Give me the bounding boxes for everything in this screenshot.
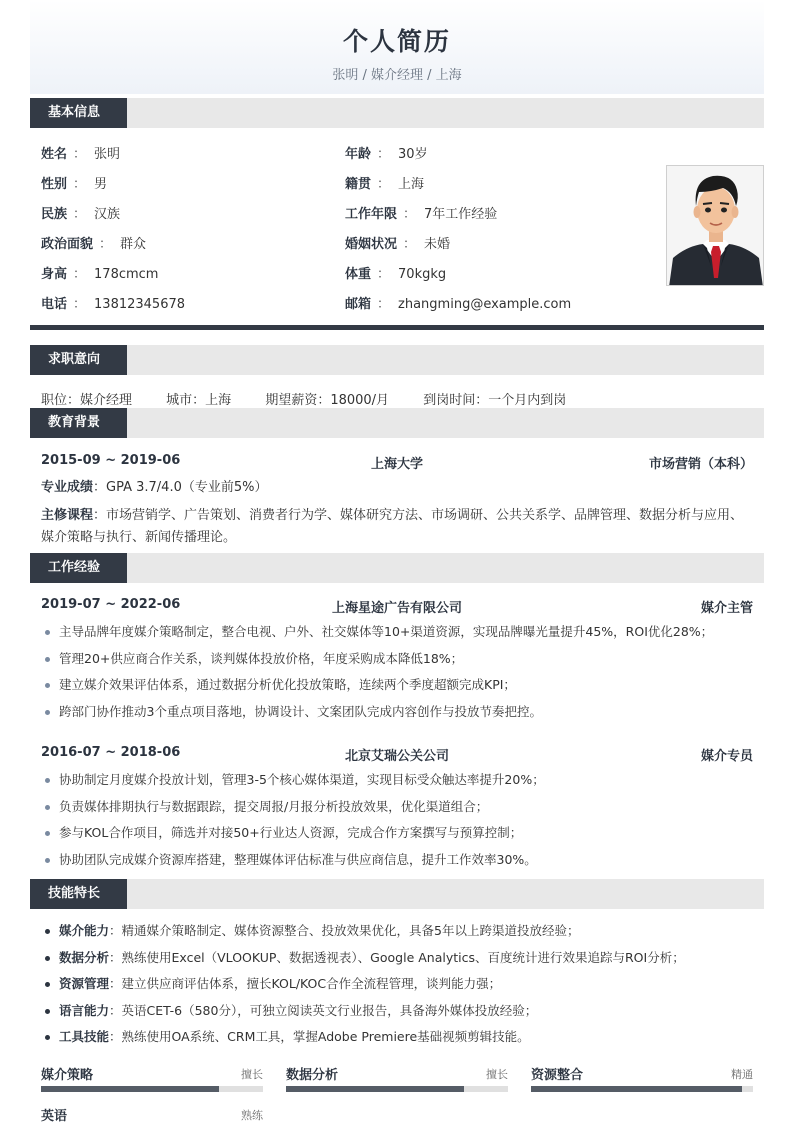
skill-text: ：英语CET-6（580分），可独立阅读英文行业报告，具备海外媒体投放经验；	[109, 1002, 538, 1018]
info-label: 政治面貌	[41, 237, 94, 252]
info-value: 未婚	[424, 237, 451, 252]
info-years: 工作年限 ： 7年工作经验	[345, 203, 497, 222]
resume-header	[30, 0, 764, 94]
skill-label: 工具技能	[59, 1029, 110, 1044]
skill-bar-level: 擅长	[486, 1068, 508, 1081]
info-value: 群众	[120, 237, 147, 252]
intent-row	[41, 389, 596, 408]
skill-bar-name: 资源整合	[531, 1068, 584, 1083]
info-name: 姓名 ： 张明	[41, 143, 120, 162]
job-role: 媒介专员	[700, 749, 753, 764]
skill-bar-level: 擅长	[241, 1068, 263, 1081]
info-height: 身高 ： 178cmcm	[41, 263, 158, 282]
skill-bar-track	[531, 1086, 753, 1092]
section-title: 教育背景	[30, 408, 127, 438]
info-label: 民族	[41, 207, 68, 222]
info-weight: 体重 ： 70kgkg	[345, 263, 446, 282]
info-marital: 婚姻状况 ： 未婚	[345, 233, 450, 252]
skill-item	[41, 921, 753, 948]
skill-bar-fill	[286, 1086, 464, 1092]
education-school: 上海大学	[370, 457, 423, 472]
info-label: 婚姻状况	[345, 237, 398, 252]
info-value: 上海	[398, 177, 425, 192]
list-item: 协助制定月度媒介投放计划，管理3-5个核心媒体渠道，实现目标受众触达率提升20%；	[41, 770, 753, 797]
skill-bar-track	[41, 1086, 263, 1092]
skill-label: 媒介能力	[59, 923, 110, 938]
skill-item	[41, 1027, 753, 1054]
list-item: 跨部门协作推动3个重点项目落地，协调设计、文案团队完成内容创作与投放节奏把控。	[41, 702, 753, 729]
info-political: 政治面貌 ： 群众	[41, 233, 146, 252]
section-title: 技能特长	[30, 879, 127, 909]
info-value: 178cmcm	[94, 267, 159, 282]
courses-label: 主修课程	[41, 508, 94, 523]
info-value: zhangming@example.com	[398, 297, 572, 312]
gpa-value: ：GPA 3.7/4.0（专业前5%）	[93, 480, 268, 495]
info-label: 身高	[41, 267, 68, 282]
info-label: 体重	[345, 267, 372, 282]
info-hometown: 籍贯 ： 上海	[345, 173, 424, 192]
skill-label: 资源管理	[59, 976, 110, 991]
job-company: 上海星途广告有限公司	[331, 601, 462, 616]
info-email: 邮箱 ： zhangming@example.com	[345, 293, 571, 312]
job-period: 2016-07 ~ 2018-06	[41, 745, 181, 760]
skill-text: ：熟练使用Excel（VLOOKUP、数据透视表）、Google Analytics、百度统计进行效果追踪与ROI分析；	[109, 949, 685, 965]
skill-bar-level: 精通	[731, 1068, 753, 1081]
list-item: 建立媒介效果评估体系，通过数据分析优化投放策略，连续两个季度超额完成KPI；	[41, 675, 753, 702]
info-value: 7年工作经验	[424, 207, 498, 222]
skill-item	[41, 974, 753, 1001]
education-major: 市场营销（本科）	[648, 457, 753, 472]
section-work-experience	[30, 553, 764, 583]
section-title: 工作经验	[30, 553, 127, 583]
divider-line	[30, 325, 764, 330]
info-age: 年龄 ： 30岁	[345, 143, 428, 162]
info-gender: 性别 ： 男	[41, 173, 107, 192]
skill-bar-name: 数据分析	[286, 1068, 339, 1083]
skills-list	[41, 921, 753, 1054]
avatar-illustration	[667, 166, 764, 286]
intent-city: 城市：上海	[166, 393, 232, 408]
info-value: 13812345678	[94, 297, 186, 312]
skill-bar-fill	[531, 1086, 742, 1092]
avatar-photo	[666, 165, 764, 286]
info-phone: 电话 ： 13812345678	[41, 293, 185, 312]
info-label: 邮箱	[345, 297, 372, 312]
list-item: 负责媒体排期执行与数据跟踪，提交周报/月报分析投放效果，优化渠道组合；	[41, 797, 753, 824]
section-title: 基本信息	[30, 98, 127, 128]
job-header	[41, 745, 753, 763]
list-item: 主导品牌年度媒介策略制定，整合电视、户外、社交媒体等10+渠道资源，实现品牌曝光量提升45%，ROI优化28%；	[41, 622, 753, 649]
list-item: 管理20+供应商合作关系，谈判媒体投放价格，年度采购成本降低18%；	[41, 649, 753, 676]
skill-item	[41, 1001, 753, 1028]
education-gpa	[41, 477, 753, 499]
info-label: 年龄	[345, 147, 372, 162]
skill-label: 语言能力	[59, 1002, 110, 1018]
skill-text: ：熟练使用OA系统、CRM工具，掌握Adobe Premiere基础视频剪辑技能。	[109, 1029, 530, 1044]
education-period: 2015-09 ~ 2019-06	[41, 453, 181, 468]
skill-text: ：精通媒介策略制定、媒体资源整合、投放效果优化，具备5年以上跨渠道投放经验；	[109, 923, 580, 938]
job-header	[41, 597, 753, 615]
job-bullets	[41, 770, 753, 876]
skill-bar-name: 英语	[41, 1109, 68, 1123]
skill-label: 数据分析	[59, 949, 110, 965]
intent-position: 职位：媒介经理	[41, 393, 133, 408]
section-title: 求职意向	[30, 345, 127, 375]
education-courses	[41, 505, 753, 549]
job-role: 媒介主管	[700, 601, 753, 616]
courses-value: ：市场营销学、广告策划、消费者行为学、媒体研究方法、市场调研、公共关系学、品牌管理、数据分析与应用、媒介策略与执行、新闻传播理论。	[41, 508, 744, 545]
info-value: 男	[94, 177, 108, 192]
info-label: 籍贯	[345, 177, 372, 192]
skill-item	[41, 948, 753, 975]
education-header	[41, 453, 753, 471]
skill-bar-fill	[41, 1086, 219, 1092]
section-job-intent	[30, 345, 764, 375]
page-title: 个人简历	[342, 27, 451, 56]
gpa-label: 专业成绩	[41, 480, 94, 495]
intent-arrival: 到岗时间：一个月内到岗	[423, 393, 567, 408]
info-label: 性别	[41, 177, 68, 192]
info-label: 电话	[41, 297, 68, 312]
page-subtitle: 张明 / 媒介经理 / 上海	[332, 68, 462, 83]
skill-bar-level: 熟练	[241, 1109, 263, 1122]
job-bullets	[41, 622, 753, 728]
info-label: 工作年限	[345, 207, 398, 222]
info-value: 张明	[94, 147, 121, 162]
section-education	[30, 408, 764, 438]
info-value: 汉族	[94, 207, 121, 222]
skill-bar-track	[286, 1086, 508, 1092]
job-company: 北京艾瑞公关公司	[344, 749, 449, 764]
skill-text: ：建立供应商评估体系，擅长KOL/KOC合作全流程管理，谈判能力强；	[109, 976, 502, 991]
section-skills	[30, 879, 764, 909]
intent-salary: 期望薪资：18000/月	[265, 393, 390, 408]
list-item: 参与KOL合作项目，筛选并对接50+行业达人资源，完成合作方案撰写与预算控制；	[41, 823, 753, 850]
info-ethnicity: 民族 ： 汉族	[41, 203, 120, 222]
list-item: 协助团队完成媒介资源库搭建，整理媒体评估标准与供应商信息，提升工作效率30%。	[41, 850, 753, 877]
info-value: 70kgkg	[398, 267, 447, 282]
skill-bar-name: 媒介策略	[41, 1068, 94, 1083]
info-value: 30岁	[398, 147, 428, 162]
job-period: 2019-07 ~ 2022-06	[41, 597, 181, 612]
section-basic-info	[30, 98, 764, 128]
info-label: 姓名	[41, 147, 68, 162]
